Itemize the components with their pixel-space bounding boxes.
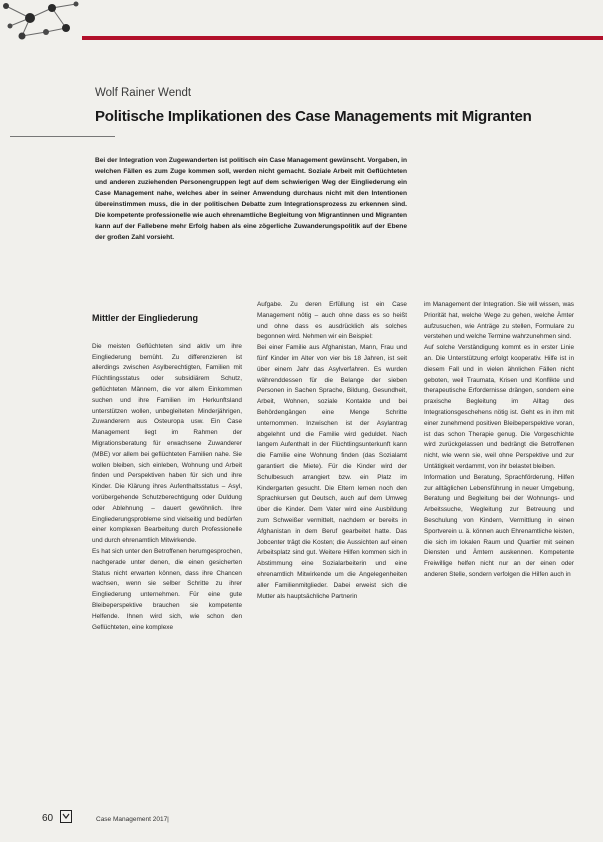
journal-logo-icon (60, 810, 72, 823)
paragraph: Information und Beratung, Sprachförderung, Hilfen zur alltäglichen Lebensführung in neuer Umgebung, Beratung und Begleitung bei der Wohnungs- und Arbeitssuche, Wegleitung zur Betreuung und Beschulung von Kindern, Vermittlung in einen Sportverein u. ä. können auch Ehrenamtliche leisten, die sich im lokalen Raum und Quartier mit seinen Diensten und Ämtern auskennen. Kompetente Freiwillige helfen nicht nur an der einen oder anderen Stelle, sondern verfolgen die Hilfen auch in (424, 473, 574, 578)
paragraph: Auf solche Verständigung kommt es in erster Linie an. Die Unterstützung erfolgt kooperativ. Hilfe ist in diesem Fall und in vielen ähnlichen Fällen nicht geboten, weil Traumata, Krisen und Konflikte und therapeutische Erfordernisse drängen, sondern eine praxische Begleitung im Alltag des Integrationsgeschehens nötig ist. Geht es in ihm mit einer zunehmend positiven Bleibeperspektive voran, ist das schon Therapie genug. Die Vorgeschichte wird zurückgelassen und bedrängt die Betroffenen nicht, wie wenn sie, weil ohne Perspektive und zur Untätigkeit verdammt, von ihr belastet bleiben. (424, 344, 574, 470)
column-1 (92, 313, 242, 633)
column-3 (424, 300, 574, 581)
paragraph: Bei einer Familie aus Afghanistan, Mann, Frau und fünf Kinder im Alter von vier bis 18 Jahren, ist seit über einem Jahr das Asylverfahren. Es wurden währenddessen für die Belange der sieben Personen in Sachen Sprache, Bildung, Gesundheit, Arbeit, Wohnen, soziale Kontakte und bei Behördengängen eine Menge Schritte unternommen. Inzwischen ist der Asylantrag abgelehnt und die Familie wird geduldet. Nach langem Aufenthalt in der Flüchtlingsunterkunft kann die Familie eine Wohnung finden (das Sozialamt garantiert die Miete). Für die Kinder wird der Schulbesuch arrangiert bzw. ein Platz im Kindergarten gesucht. Die Eltern lernen noch den Sprachkursen gut Deutsch, auch auf dem Umweg über die Kinder. Dem Vater wird eine Ausbildung zum Schweißer vermittelt, nachdem er bereits in Afghanistan in dem Beruf gearbeitet hatte. Das Jobcenter trägt die Kosten; die Aussichten auf einen Arbeitsplatz sind gut. Weitere Hilfen kommen sich in Abstimmung eine Sozialarbeiterin und eine ehrenamtlich Mitwirkende um die Angelegenheiten aller Familienmitglieder. Dabei erweist sich die Mutter als hauptsächliche Partnerin (257, 344, 407, 600)
article-title: Politische Implikationen des Case Managements mit Migranten (95, 108, 532, 125)
section-heading: Mittler der Eingliederung (92, 313, 199, 323)
paragraph: Es hat sich unter den Betroffenen herumgesprochen, nachgerade unter denen, die einen gesicherten Status nicht erwarten können, dass ihre Chancen wachsen, wenn sie selber Schritte zu ihrer Eingliederung unternehmen. Für eine gute Bleibeperspektive brauchen sie kompetente Helfende. Ihnen wird sich, wie schon den Geflüchteten, eine komplexe (92, 547, 242, 631)
author-name: Wolf Rainer Wendt (95, 87, 192, 99)
paragraph: Die meisten Geflüchteten sind aktiv um ihre Eingliederung bemüht. Zu differenzieren ist allerdings zwischen Asylberechtigten, Familien mit Flüchtlingsstatus oder subsidiärem Schutz, geflüchteten Männern, die vor allem Einkommen suchen und ihre Familien im Herkunftsland unterstützen wollen, unbegleiteten Minderjährigen, Zuwanderern aus Osteuropa usw. Ein Case Management liegt im Rahmen der Migrationsberatung für erwachsene Zuwanderer (MBE) vor allem bei geflüchteten Familien nahe. Sie wollen bleiben, sich einleben, Wohnung und Arbeit finden und Perspektiven haben für sich und ihre Kinder. Die Klärung ihres Aufenthaltsstatus – Asyl, vorübergehende Schutzberechtigung oder Duldung oder Ablehnung – dauert gewöhnlich. Ihre Eingliederungsprobleme sind vielseitig und bedürfen einer komplexen Bearbeitung durch Professionelle und durch ehrenamtlich Mitwirkende. (92, 342, 242, 545)
column-2 (257, 300, 407, 602)
page-number: 60 (42, 813, 54, 824)
title-divider (10, 136, 115, 137)
abstract-text: Bei der Integration von Zugewanderten ist politisch ein Case Management gewünscht. Vorgaben, in welchen Fällen es zum Zuge kommen soll, werden nicht gemacht. Soziale Arbeit mit Geflüchteten und anderen zuziehenden Personengruppen legt auf dem schwierigen Weg der Eingliederung ein Case Management nahe, welches aber in seiner Anwendung durchaus nicht mit den Intentionen übereinstimmen muss, die in der politischen Debatte zum Integrationsprozess zu erkennen sind. Die kompetente professionelle wie auch ehrenamtliche Begleitung von Migrantinnen und Migranten kann auf der Fallebene mehr Erfolg haben als eine zögerliche Zuwanderungspolitik auf der Ebene der großen Zahl vorsieht. (95, 157, 407, 241)
paragraph: Aufgabe. Zu deren Erfüllung ist ein Case Management nötig – auch ohne dass es so heißt und ohne dass es ausdrücklich als solches begonnen wird. Nehmen wir ein Beispiel: (257, 301, 407, 341)
abstract (95, 156, 407, 244)
journal-name: Case Management 2017| (96, 816, 169, 823)
paragraph: im Management der Integration. Sie will wissen, was Priorität hat, welche Wege zu gehen, welche Ämter aufzusuchen, wie Anträge zu stellen, Formulare zu verstehen und welche Termine wahrzunehmen sind. (424, 301, 574, 341)
header-red-rule (82, 36, 603, 40)
network-dots-graphic (0, 0, 82, 44)
